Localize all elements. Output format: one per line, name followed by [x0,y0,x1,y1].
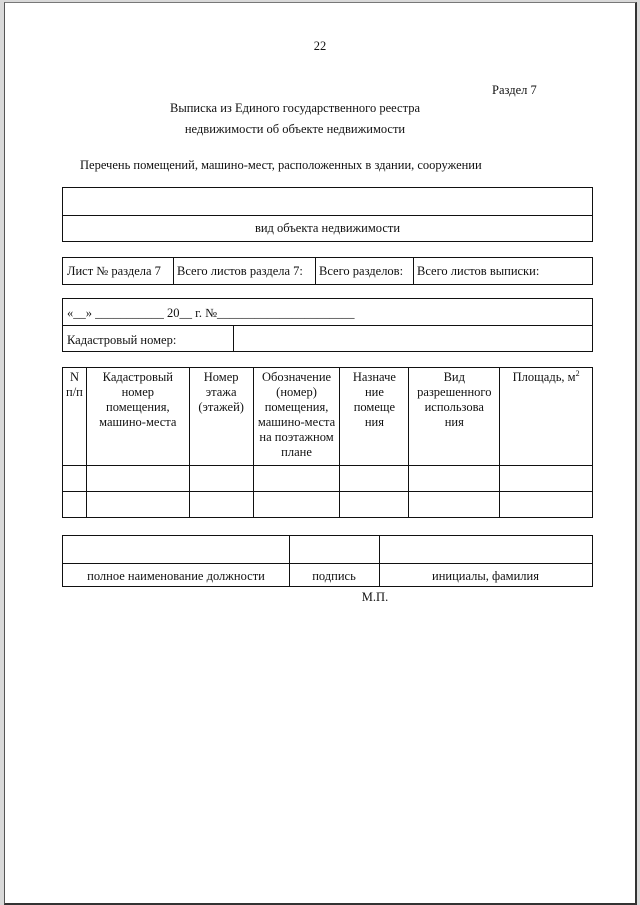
header-cadastral-number: Кадастровый номер помещения, машино-места [86,368,189,466]
object-type-label: вид объекта недвижимости [254,221,401,235]
header-area: Площадь, $м^2$ [500,368,593,466]
object-type-box [62,187,593,242]
header-purpose: Назначе ние помеще ния [340,368,409,466]
premises-table [62,367,593,518]
section-label: Раздел 7 [492,83,537,97]
signature-label: подпись [312,569,356,583]
header-floor-number: Номер этажа (этажей) [189,368,253,466]
list-title: Перечень помещений, машино-мест, расположенных в здании, сооружении [80,158,482,172]
header-designation: Обозначение (номер) помещения, машино-места на поэтажном плане [253,368,340,466]
table-header-row [63,368,593,466]
sheet-info-row [62,257,593,285]
cadastral-number-label: Кадастровый номер: [67,333,177,347]
header-number: N п/п [63,368,87,466]
title-line-2: недвижимости об объекте недвижимости [184,122,406,136]
date-line: «__» ___________ 20__ г. №______________________ [67,306,355,320]
table-row [63,466,593,492]
header-permitted-use: Вид разрешенного использова ния [409,368,500,466]
document-page [4,2,637,905]
position-label: полное наименование должности [87,569,265,583]
total-sections-label: Всего разделов: [319,264,404,278]
sheet-number-label: Лист № раздела 7 [67,264,161,278]
total-sheets-extract-label: Всего листов выписки: [417,264,540,278]
page-number: 22 [313,39,327,53]
title-line-1: Выписка из Единого государственного реестра [170,101,420,115]
total-sheets-section-label: Всего листов раздела 7: [177,264,303,278]
name-label: инициалы, фамилия [432,569,539,583]
signature-block [62,535,593,587]
stamp-label: М.П. [361,590,389,604]
date-cadastral-box [62,298,593,352]
table-row [63,492,593,518]
